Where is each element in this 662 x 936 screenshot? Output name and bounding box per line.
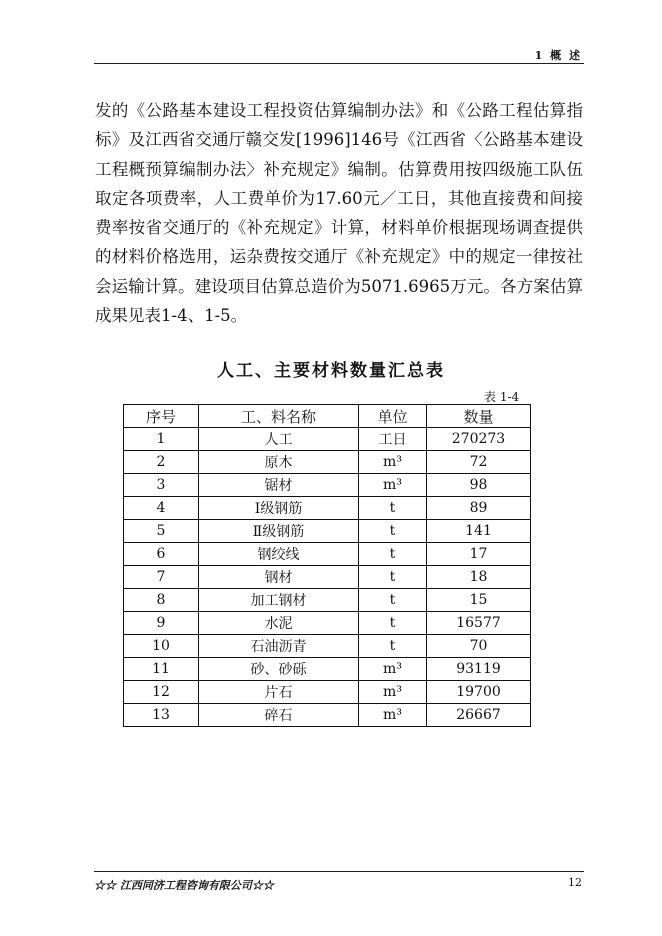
material-summary-table bbox=[123, 404, 531, 727]
cell-unit: m³ bbox=[359, 658, 427, 681]
cell-name: Ⅰ级钢筋 bbox=[199, 497, 359, 520]
cell-name: 原木 bbox=[199, 451, 359, 474]
cell-quantity: 16577 bbox=[427, 612, 531, 635]
cell-name: 石油沥青 bbox=[199, 635, 359, 658]
cell-index: 3 bbox=[124, 474, 199, 497]
cell-index: 2 bbox=[124, 451, 199, 474]
table-row bbox=[124, 474, 531, 497]
cell-quantity: 98 bbox=[427, 474, 531, 497]
cell-index: 13 bbox=[124, 704, 199, 727]
cell-quantity: 141 bbox=[427, 520, 531, 543]
header-index: 序号 bbox=[124, 405, 199, 428]
cell-index: 8 bbox=[124, 589, 199, 612]
cell-quantity: 15 bbox=[427, 589, 531, 612]
cell-unit: m³ bbox=[359, 681, 427, 704]
cell-name: 人工 bbox=[199, 428, 359, 451]
cell-name: 碎石 bbox=[199, 704, 359, 727]
table-row bbox=[124, 612, 531, 635]
cell-name: Ⅱ级钢筋 bbox=[199, 520, 359, 543]
header-name: 工、料名称 bbox=[199, 405, 359, 428]
cell-unit: 工日 bbox=[359, 428, 427, 451]
cell-unit: t bbox=[359, 520, 427, 543]
cell-quantity: 26667 bbox=[427, 704, 531, 727]
cell-unit: t bbox=[359, 543, 427, 566]
table-row bbox=[124, 681, 531, 704]
cell-unit: m³ bbox=[359, 474, 427, 497]
page-number: 12 bbox=[568, 876, 582, 889]
table-row bbox=[124, 566, 531, 589]
table-row bbox=[124, 635, 531, 658]
cell-name: 水泥 bbox=[199, 612, 359, 635]
table-row bbox=[124, 543, 531, 566]
header-unit: 单位 bbox=[359, 405, 427, 428]
cell-quantity: 72 bbox=[427, 451, 531, 474]
cell-name: 砂、砂砾 bbox=[199, 658, 359, 681]
cell-index: 1 bbox=[124, 428, 199, 451]
cell-unit: m³ bbox=[359, 704, 427, 727]
cell-unit: t bbox=[359, 566, 427, 589]
cell-quantity: 18 bbox=[427, 566, 531, 589]
table-row bbox=[124, 428, 531, 451]
cell-unit: m³ bbox=[359, 451, 427, 474]
table-row bbox=[124, 704, 531, 727]
footer-divider bbox=[94, 871, 584, 872]
cell-unit: t bbox=[359, 589, 427, 612]
header-quantity: 数量 bbox=[427, 405, 531, 428]
table-row bbox=[124, 589, 531, 612]
cell-quantity: 89 bbox=[427, 497, 531, 520]
table-title: 人工、主要材料数量汇总表 bbox=[217, 361, 445, 381]
cell-unit: t bbox=[359, 497, 427, 520]
chapter-header: 1 概 述 bbox=[534, 49, 582, 62]
footer-company: ☆☆ 江西同济工程咨询有限公司☆☆ bbox=[94, 879, 274, 892]
body-paragraph: 发的《公路基本建设工程投资估算编制办法》和《公路工程估算指标》及江西省交通厅赣交发[1996]146号《江西省〈公路基本建设工程概预算编制办法〉补充规定》编制。估算费用按四级施工队伍取定各项费率，人工费单价为17.60元／工日，其他直接费和间接费率按省交通厅的《补充规定》计算，材料单价根据现场调查提供的材料价格选用，运杂费按交通厅《补充规定》中的规定一律按社会运输计算。建设项目估算总造价为5071.6965万元。各方案估算成果见表1-4、1-5。 bbox=[95, 101, 583, 326]
cell-name: 加工钢材 bbox=[199, 589, 359, 612]
table-header-row bbox=[124, 405, 531, 428]
cell-unit: t bbox=[359, 635, 427, 658]
cell-index: 5 bbox=[124, 520, 199, 543]
cell-quantity: 70 bbox=[427, 635, 531, 658]
table-number: 表 1-4 bbox=[484, 390, 520, 404]
cell-index: 11 bbox=[124, 658, 199, 681]
cell-index: 6 bbox=[124, 543, 199, 566]
cell-name: 钢材 bbox=[199, 566, 359, 589]
cell-quantity: 19700 bbox=[427, 681, 531, 704]
cell-name: 钢绞线 bbox=[199, 543, 359, 566]
cell-index: 12 bbox=[124, 681, 199, 704]
cell-name: 片石 bbox=[199, 681, 359, 704]
cell-name: 锯材 bbox=[199, 474, 359, 497]
table-body bbox=[124, 428, 531, 727]
cell-index: 4 bbox=[124, 497, 199, 520]
cell-quantity: 93119 bbox=[427, 658, 531, 681]
cell-quantity: 17 bbox=[427, 543, 531, 566]
table-row bbox=[124, 520, 531, 543]
table-row bbox=[124, 451, 531, 474]
cell-index: 9 bbox=[124, 612, 199, 635]
cell-index: 10 bbox=[124, 635, 199, 658]
cell-quantity: 270273 bbox=[427, 428, 531, 451]
cell-index: 7 bbox=[124, 566, 199, 589]
header-divider bbox=[94, 63, 584, 64]
cell-unit: t bbox=[359, 612, 427, 635]
table-row bbox=[124, 658, 531, 681]
table-row bbox=[124, 497, 531, 520]
